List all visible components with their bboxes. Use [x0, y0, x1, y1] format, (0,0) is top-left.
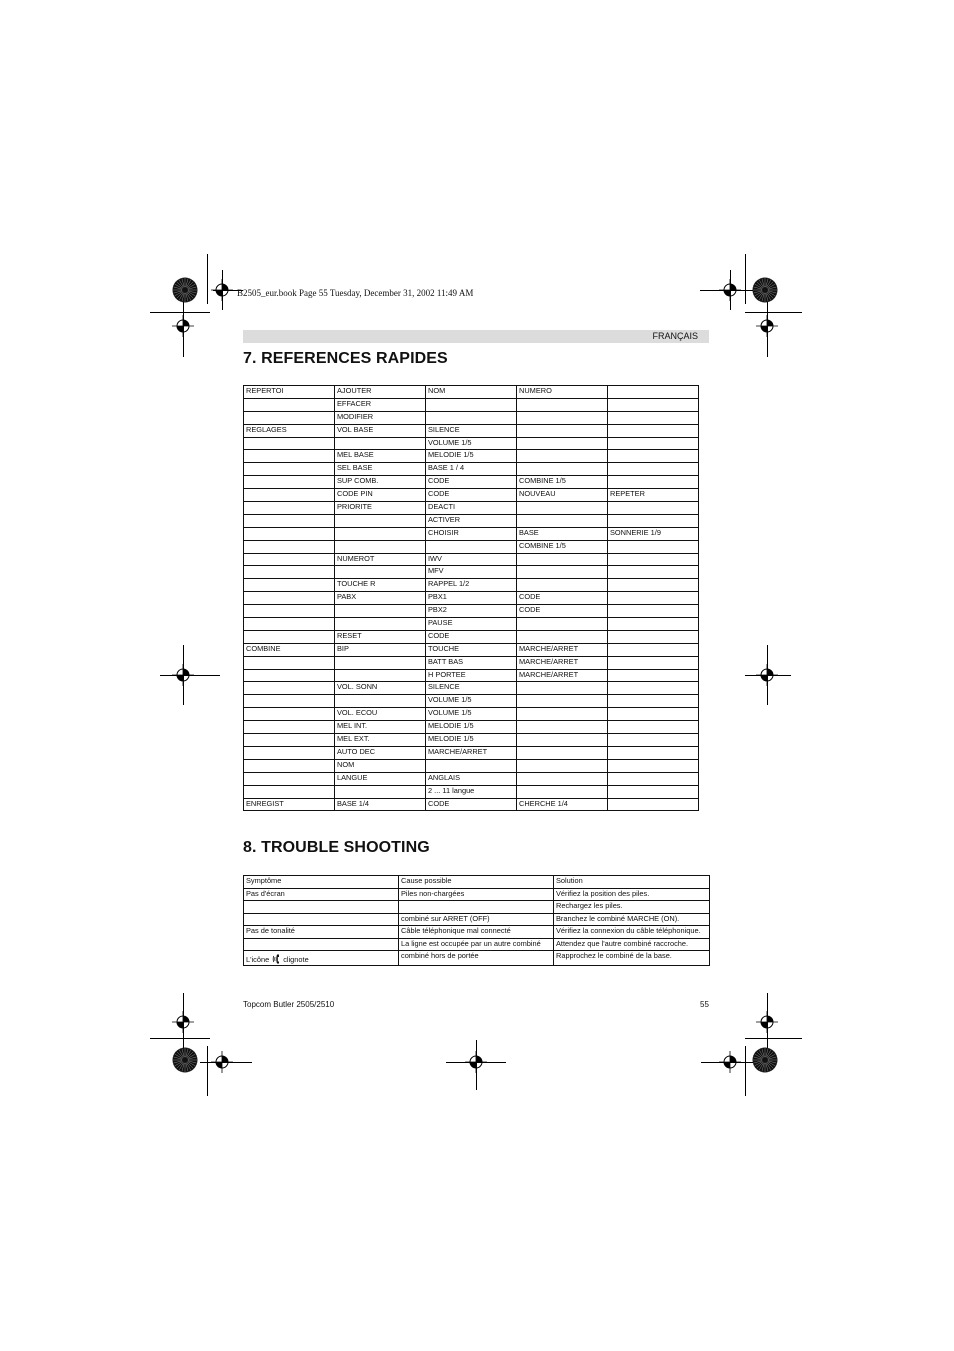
- table-cell: MFV: [426, 566, 517, 579]
- table-cell: Rechargez les piles.: [554, 901, 710, 914]
- registration-mark-icon: [719, 279, 741, 301]
- crop-line: [207, 254, 208, 304]
- table-cell: MEL BASE: [335, 450, 426, 463]
- table-cell: MELODIE 1/5: [426, 721, 517, 734]
- table-cell: SILENCE: [426, 682, 517, 695]
- table-row: [244, 643, 699, 656]
- table-cell: [244, 708, 335, 721]
- table-cell: [335, 566, 426, 579]
- table-cell: [244, 682, 335, 695]
- table-cell: [608, 618, 699, 631]
- table-cell: [244, 785, 335, 798]
- table-cell: VOLUME 1/5: [426, 708, 517, 721]
- table-cell: MARCHE/ARRET: [517, 643, 608, 656]
- table-cell: [608, 579, 699, 592]
- table-cell: BATT BAS: [426, 656, 517, 669]
- table-cell: [335, 605, 426, 618]
- table-cell: Symptôme: [244, 876, 399, 889]
- registration-mark-icon: [211, 1051, 233, 1073]
- icon-row-text-after: clignote: [283, 955, 309, 964]
- table-cell: Branchez le combiné MARCHE (ON).: [554, 913, 710, 926]
- table-cell: [335, 785, 426, 798]
- table-cell: COMBINE: [244, 643, 335, 656]
- table-row: [244, 951, 710, 966]
- table-cell: [244, 901, 399, 914]
- table-cell: VOL BASE: [335, 424, 426, 437]
- table-cell: [426, 759, 517, 772]
- table-cell: MARCHE/ARRET: [426, 746, 517, 759]
- table-cell: [608, 721, 699, 734]
- table-row: [244, 913, 710, 926]
- table-cell: BIP: [335, 643, 426, 656]
- table-cell: [426, 540, 517, 553]
- table-cell: [608, 669, 699, 682]
- table-cell: [608, 695, 699, 708]
- book-info-line: B2505_eur.book Page 55 Tuesday, December 31, 2002 11:49 AM: [237, 288, 474, 298]
- crop-line: [745, 1038, 802, 1039]
- table-cell: [517, 785, 608, 798]
- table-cell: [517, 618, 608, 631]
- table-cell: [244, 514, 335, 527]
- table-cell: [244, 695, 335, 708]
- table-cell: PRIORITE: [335, 502, 426, 515]
- table-cell: [244, 746, 335, 759]
- registration-mark-icon: [172, 664, 194, 686]
- table-cell: [608, 656, 699, 669]
- table-cell: [517, 514, 608, 527]
- table-cell: VOLUME 1/5: [426, 437, 517, 450]
- table-cell: Rapprochez le combiné de la base.: [554, 951, 710, 966]
- table-cell: [608, 502, 699, 515]
- table-cell: [244, 411, 335, 424]
- table-cell: [335, 656, 426, 669]
- table-cell: [608, 386, 699, 399]
- table-cell: CHERCHE 1/4: [517, 798, 608, 811]
- table-cell: [608, 592, 699, 605]
- table-cell: MARCHE/ARRET: [517, 656, 608, 669]
- table-cell: Solution: [554, 876, 710, 889]
- table-cell: Cause possible: [399, 876, 554, 889]
- table-cell: [517, 450, 608, 463]
- table-cell: [426, 411, 517, 424]
- table-cell: combiné sur ARRET (OFF): [399, 913, 554, 926]
- table-cell: COMBINE 1/5: [517, 540, 608, 553]
- table-cell: REPETER: [608, 489, 699, 502]
- table-row: [244, 656, 699, 669]
- table-cell: [244, 489, 335, 502]
- table-cell: [244, 398, 335, 411]
- table-cell: PBX2: [426, 605, 517, 618]
- table-row: [244, 926, 710, 939]
- table-cell: [517, 682, 608, 695]
- footer-product: Topcom Butler 2505/2510: [243, 1000, 335, 1009]
- table-row: [244, 398, 699, 411]
- table-cell: PBX1: [426, 592, 517, 605]
- section-title-troubleshooting: 8. TROUBLE SHOOTING: [243, 839, 430, 856]
- table-cell: CODE: [517, 605, 608, 618]
- table-cell: [608, 682, 699, 695]
- table-cell: [608, 553, 699, 566]
- table-cell: [244, 913, 399, 926]
- quick-reference-table: [243, 385, 699, 811]
- table-row: [244, 527, 699, 540]
- table-cell: [517, 708, 608, 721]
- table-cell: SEL BASE: [335, 463, 426, 476]
- table-cell: [608, 540, 699, 553]
- table-cell: [244, 669, 335, 682]
- registration-mark-icon: [211, 279, 233, 301]
- table-row: [244, 411, 699, 424]
- table-cell: [426, 398, 517, 411]
- table-cell: SUP COMB.: [335, 476, 426, 489]
- table-cell: [335, 618, 426, 631]
- table-cell: [244, 938, 399, 951]
- table-cell: VOL. SONN: [335, 682, 426, 695]
- table-cell: [244, 553, 335, 566]
- table-row: [244, 721, 699, 734]
- table-cell: Câble téléphonique mal connecté: [399, 926, 554, 939]
- crop-line: [150, 1038, 210, 1039]
- table-row: [244, 798, 699, 811]
- table-cell: MELODIE 1/5: [426, 450, 517, 463]
- table-cell: CODE: [426, 476, 517, 489]
- table-row: [244, 514, 699, 527]
- table-cell: [244, 527, 335, 540]
- table-cell: [608, 437, 699, 450]
- table-cell: NOUVEAU: [517, 489, 608, 502]
- table-row: [244, 605, 699, 618]
- table-cell: [608, 514, 699, 527]
- table-cell: TOUCHE: [426, 643, 517, 656]
- table-cell: H PORTEE: [426, 669, 517, 682]
- table-cell: SILENCE: [426, 424, 517, 437]
- crop-line: [150, 312, 210, 313]
- table-row: [244, 734, 699, 747]
- table-row: [244, 566, 699, 579]
- table-cell: NOM: [335, 759, 426, 772]
- table-cell: MARCHE/ARRET: [517, 669, 608, 682]
- table-row: [244, 772, 699, 785]
- table-cell: BASE: [517, 527, 608, 540]
- table-row: [244, 502, 699, 515]
- table-cell: Piles non-chargées: [399, 888, 554, 901]
- table-cell: [399, 901, 554, 914]
- table-cell: SONNERIE 1/9: [608, 527, 699, 540]
- table-cell: VOL. ECOU: [335, 708, 426, 721]
- table-cell: DEACTI: [426, 502, 517, 515]
- table-cell: [608, 450, 699, 463]
- table-row: [244, 540, 699, 553]
- table-row: [244, 437, 699, 450]
- table-cell: Attendez que l'autre combiné raccroche.: [554, 938, 710, 951]
- table-cell: [335, 437, 426, 450]
- table-cell: [244, 772, 335, 785]
- table-cell: [335, 540, 426, 553]
- table-cell: [517, 424, 608, 437]
- registration-mark-icon: [172, 315, 194, 337]
- table-cell: [335, 514, 426, 527]
- table-cell: [517, 579, 608, 592]
- table-cell: [244, 605, 335, 618]
- color-target-icon: [172, 277, 198, 303]
- handset-icon: [272, 954, 280, 964]
- table-cell: [335, 669, 426, 682]
- table-cell: NUMEROT: [335, 553, 426, 566]
- section-title-references: 7. REFERENCES RAPIDES: [243, 350, 448, 367]
- table-cell: BASE 1 / 4: [426, 463, 517, 476]
- table-cell: [517, 437, 608, 450]
- table-cell: [608, 566, 699, 579]
- table-cell: [608, 708, 699, 721]
- table-row: [244, 489, 699, 502]
- table-cell: MEL INT.: [335, 721, 426, 734]
- table-cell: [244, 721, 335, 734]
- registration-mark-icon: [465, 1051, 487, 1073]
- table-cell: CODE: [517, 592, 608, 605]
- table-cell: COMBINE 1/5: [517, 476, 608, 489]
- table-row: [244, 553, 699, 566]
- color-target-icon: [172, 1047, 198, 1073]
- table-cell: [244, 734, 335, 747]
- table-row: [244, 888, 710, 901]
- table-cell: [517, 734, 608, 747]
- table-cell: [517, 411, 608, 424]
- table-cell: NUMERO: [517, 386, 608, 399]
- table-cell: [608, 746, 699, 759]
- table-row: [244, 938, 710, 951]
- table-cell: [244, 476, 335, 489]
- table-row: [244, 618, 699, 631]
- table-cell: [517, 695, 608, 708]
- table-cell: [608, 643, 699, 656]
- table-cell: [517, 398, 608, 411]
- table-cell: TOUCHE R: [335, 579, 426, 592]
- registration-mark-icon: [756, 664, 778, 686]
- table-cell: AUTO DEC: [335, 746, 426, 759]
- registration-mark-icon: [756, 1011, 778, 1033]
- table-cell: RAPPEL 1/2: [426, 579, 517, 592]
- table-cell: [517, 759, 608, 772]
- table-cell: 2 ... 11 langue: [426, 785, 517, 798]
- table-cell: LANGUE: [335, 772, 426, 785]
- table-cell: ANGLAIS: [426, 772, 517, 785]
- table-cell: [517, 502, 608, 515]
- table-cell: CODE: [426, 798, 517, 811]
- table-cell: Pas de tonalité: [244, 926, 399, 939]
- table-cell: Vérifiez la connexion du câble téléphonique.: [554, 926, 710, 939]
- table-cell: PAUSE: [426, 618, 517, 631]
- table-row: [244, 450, 699, 463]
- table-cell: CODE: [426, 630, 517, 643]
- table-cell: [608, 734, 699, 747]
- table-row: [244, 386, 699, 399]
- crop-line: [745, 254, 746, 304]
- table-cell: IWV: [426, 553, 517, 566]
- table-cell: [608, 424, 699, 437]
- table-cell: [517, 553, 608, 566]
- table-cell: [244, 630, 335, 643]
- table-cell: [608, 463, 699, 476]
- table-cell: ACTIVER: [426, 514, 517, 527]
- table-cell: [608, 785, 699, 798]
- table-cell: CODE: [426, 489, 517, 502]
- crop-line: [745, 1046, 746, 1096]
- table-row: [244, 592, 699, 605]
- table-row: [244, 463, 699, 476]
- table-cell: [335, 527, 426, 540]
- table-row: [244, 579, 699, 592]
- table-row: [244, 759, 699, 772]
- table-cell: [244, 566, 335, 579]
- table-cell: CODE PIN: [335, 489, 426, 502]
- table-cell: [517, 463, 608, 476]
- table-cell: Vérifiez la position des piles.: [554, 888, 710, 901]
- table-row: [244, 630, 699, 643]
- table-cell: [608, 398, 699, 411]
- table-cell: Pas d'écran: [244, 888, 399, 901]
- table-cell: [608, 759, 699, 772]
- registration-mark-icon: [172, 1011, 194, 1033]
- troubleshooting-table: [243, 875, 710, 966]
- table-row: [244, 669, 699, 682]
- table-cell: [244, 579, 335, 592]
- table-cell: NOM: [426, 386, 517, 399]
- table-row: [244, 901, 710, 914]
- table-cell: REGLAGES: [244, 424, 335, 437]
- table-cell: EFFACER: [335, 398, 426, 411]
- color-target-icon: [752, 1047, 778, 1073]
- table-cell: AJOUTER: [335, 386, 426, 399]
- table-cell: [517, 721, 608, 734]
- table-cell: REPERTOI: [244, 386, 335, 399]
- table-cell: [335, 695, 426, 708]
- table-cell: [608, 798, 699, 811]
- table-cell: VOLUME 1/5: [426, 695, 517, 708]
- table-cell: [244, 656, 335, 669]
- table-cell: [244, 450, 335, 463]
- table-row: [244, 682, 699, 695]
- table-row: [244, 785, 699, 798]
- table-cell: [517, 630, 608, 643]
- registration-mark-icon: [756, 315, 778, 337]
- table-cell: [608, 476, 699, 489]
- table-cell: MODIFIER: [335, 411, 426, 424]
- table-cell: [244, 437, 335, 450]
- table-cell: [517, 772, 608, 785]
- table-cell: [244, 759, 335, 772]
- table-cell: [244, 463, 335, 476]
- table-cell: MEL EXT.: [335, 734, 426, 747]
- table-row: [244, 476, 699, 489]
- table-row: [244, 708, 699, 721]
- table-cell: [608, 411, 699, 424]
- table-row: [244, 746, 699, 759]
- table-cell: RESET: [335, 630, 426, 643]
- registration-mark-icon: [719, 1051, 741, 1073]
- table-header-row: [244, 876, 710, 889]
- crop-line: [745, 312, 802, 313]
- language-bar: [243, 330, 709, 343]
- table-cell: CHOISIR: [426, 527, 517, 540]
- table-cell: [608, 772, 699, 785]
- table-cell: [244, 618, 335, 631]
- table-cell: [517, 746, 608, 759]
- table-cell: ENREGIST: [244, 798, 335, 811]
- table-cell: [608, 605, 699, 618]
- table-row: [244, 695, 699, 708]
- table-cell: La ligne est occupée par un autre combiné: [399, 938, 554, 951]
- table-cell: [244, 540, 335, 553]
- crop-line: [207, 1046, 208, 1096]
- table-cell: combiné hors de portée: [399, 951, 554, 966]
- table-cell: PABX: [335, 592, 426, 605]
- table-cell: [608, 630, 699, 643]
- table-row: [244, 424, 699, 437]
- table-cell: [244, 951, 399, 966]
- table-cell: MELODIE 1/5: [426, 734, 517, 747]
- language-label: FRANÇAIS: [652, 331, 698, 341]
- footer-page-number: 55: [700, 1000, 709, 1009]
- table-cell: [517, 566, 608, 579]
- icon-row-text-before: L'icône: [246, 955, 270, 964]
- table-cell: BASE 1/4: [335, 798, 426, 811]
- table-cell: [244, 592, 335, 605]
- color-target-icon: [752, 277, 778, 303]
- table-cell: [244, 502, 335, 515]
